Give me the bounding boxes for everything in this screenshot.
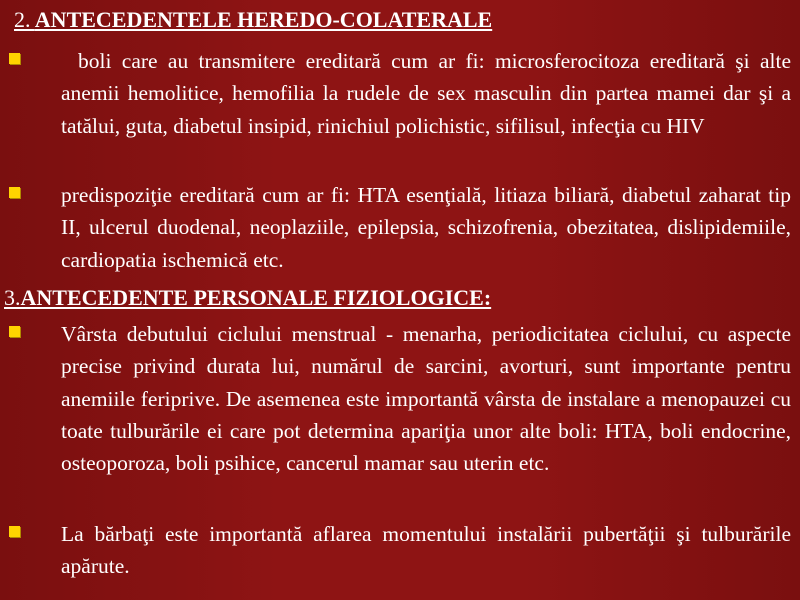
- list-item-text: Vârsta debutului ciclului menstrual - menarha, periodicitatea ciclului, cu aspecte precise privind durata lui, numărul de sarcini, avorturi, sunt importante pentru anemiile feriprive. De asemenea este importantă vârsta de instalare a menopauzei cu toate tulburările ei care pot determina apariţia unor alte boli: HTA, boli endocrine, osteoporoza, boli psihice, cancerul mamar sau uterin etc.: [61, 322, 791, 476]
- section-number: 2.: [14, 7, 31, 32]
- section-title: ANTECEDENTE PERSONALE FIZIOLOGICE:: [20, 285, 492, 310]
- square-bullet-icon: [9, 526, 20, 537]
- square-bullet-icon: [9, 326, 20, 337]
- square-bullet-icon: [9, 187, 20, 198]
- section-title: ANTECEDENTELE HEREDO-COLATERALE: [34, 7, 493, 32]
- section-heading-heredo-colaterale: [14, 7, 492, 33]
- list-item-text: La bărbaţi este importantă aflarea momentului instalării pubertăţii şi tulburările apărute.: [61, 522, 791, 579]
- section-heading-personale-fiziologice: [4, 285, 491, 311]
- square-bullet-icon: [9, 53, 20, 64]
- list-item-text: predispoziţie ereditară cum ar fi: HTA esenţială, litiaza biliară, diabetul zaharat tip II, ulcerul duodenal, neoplaziile, epilepsia, schizofrenia, obezitatea, dislipidemiile, cardiopatia ischemică etc.: [61, 183, 791, 272]
- section-number: 3.: [4, 285, 21, 310]
- list-item-text: boli care au transmitere ereditară cum ar fi: microsferocitoza ereditară şi alte anemii hemolitice, hemofilia la rudele de sex masculin din partea mamei dar şi a tatălui, guta, diabetul insipid, rinichiul polichistic, sifilisul, infecţia cu HIV: [61, 49, 791, 138]
